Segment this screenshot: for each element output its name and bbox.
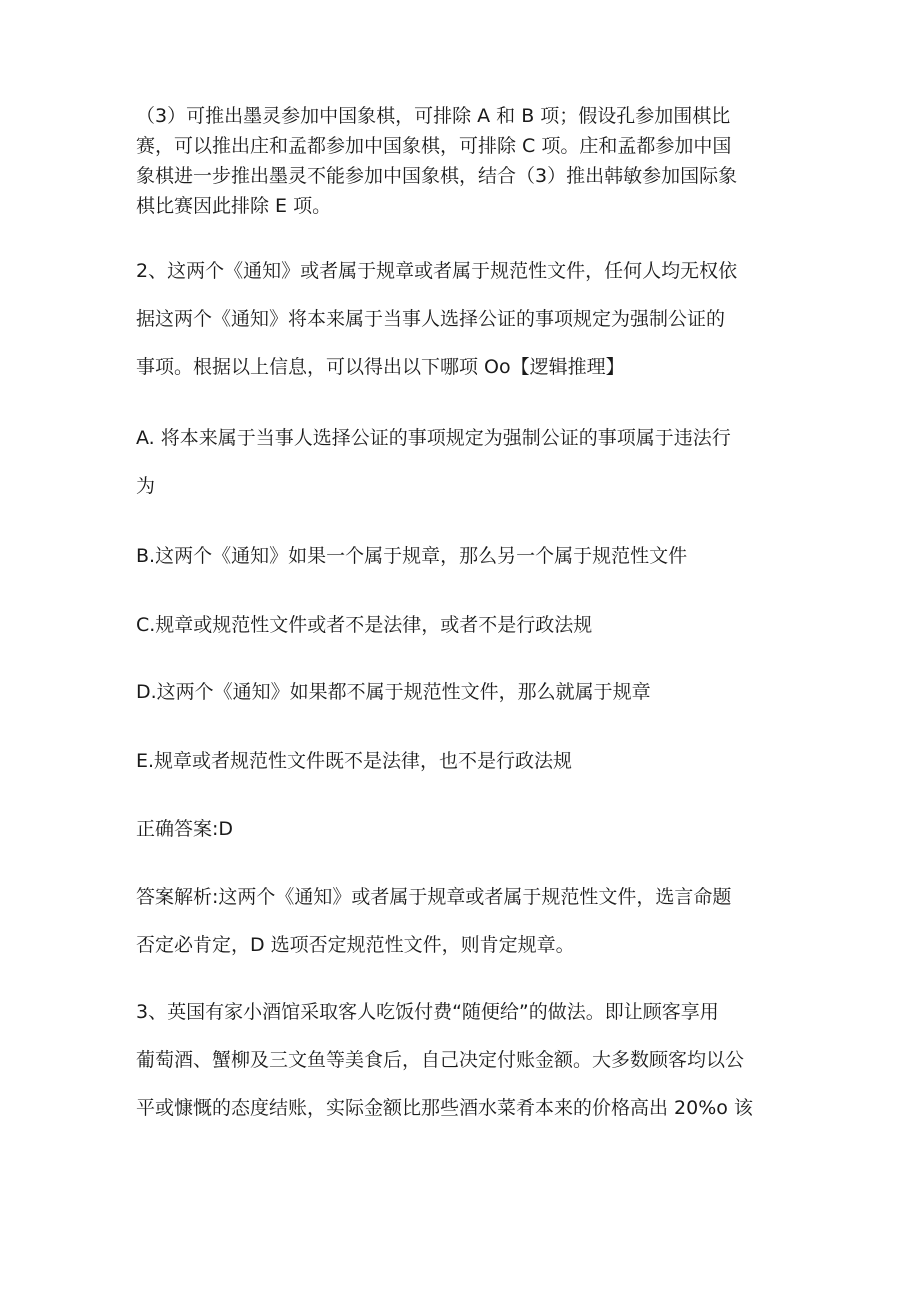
text-line: 3、英国有家小酒馆采取客人吃饭付费“随便给”的做法。即让顾客享用	[136, 1001, 719, 1023]
text-line: 2、这两个《通知》或者属于规章或者属于规范性文件，任何人均无权依	[136, 260, 738, 282]
option-d	[136, 680, 786, 704]
text-line: （3）可推出墨灵参加中国象棋，可排除 A 和 B 项；假设孔参加围棋比	[136, 105, 731, 127]
option-c	[136, 613, 786, 637]
text-line: B.这两个《通知》如果一个属于规章，那么另一个属于规范性文件	[136, 545, 688, 567]
text-line: 答案解析:这两个《通知》或者属于规章或者属于规范性文件，选言命题	[136, 886, 732, 908]
text-line: 棋比赛因此排除 E 项。	[136, 195, 332, 217]
text-line: 正确答案:D	[136, 818, 234, 840]
text-line: 否定必肯定，D 选项否定规范性文件，则肯定规章。	[136, 934, 575, 956]
answer-analysis	[136, 885, 786, 981]
text-line: A. 将本来属于当事人选择公证的事项规定为强制公证的事项属于违法行	[136, 427, 731, 449]
text-line: 据这两个《通知》将本来属于当事人选择公证的事项规定为强制公证的	[136, 308, 726, 330]
option-b	[136, 544, 786, 568]
option-a	[136, 426, 786, 522]
text-line: E.规章或者规范性文件既不是法律，也不是行政法规	[136, 750, 573, 772]
question-3-stem	[136, 1000, 786, 1144]
text-line: 平或慷慨的态度结账，实际金额比那些酒水菜肴本来的价格高出 20%o 该	[136, 1097, 753, 1119]
text-line: D.这两个《通知》如果都不属于规范性文件，那么就属于规章	[136, 681, 651, 703]
correct-answer	[136, 817, 786, 841]
text-line: 为	[136, 475, 156, 497]
text-line: 事项。根据以上信息，可以得出以下哪项 Oo【逻辑推理】	[136, 356, 625, 378]
text-line: 葡萄酒、蟹柳及三文鱼等美食后，自己决定付账金额。大多数顾客均以公	[136, 1049, 745, 1071]
text-line: 赛，可以推出庄和孟都参加中国象棋，可排除 C 项。庄和孟都参加中国	[136, 135, 732, 157]
option-e	[136, 749, 786, 773]
text-line: C.规章或规范性文件或者不是法律，或者不是行政法规	[136, 614, 593, 636]
paragraph-question1-explanation	[136, 104, 786, 224]
text-line: 象棋进一步推出墨灵不能参加中国象棋，结合（3）推出韩敏参加国际象	[136, 165, 738, 187]
question-2-stem	[136, 259, 786, 403]
